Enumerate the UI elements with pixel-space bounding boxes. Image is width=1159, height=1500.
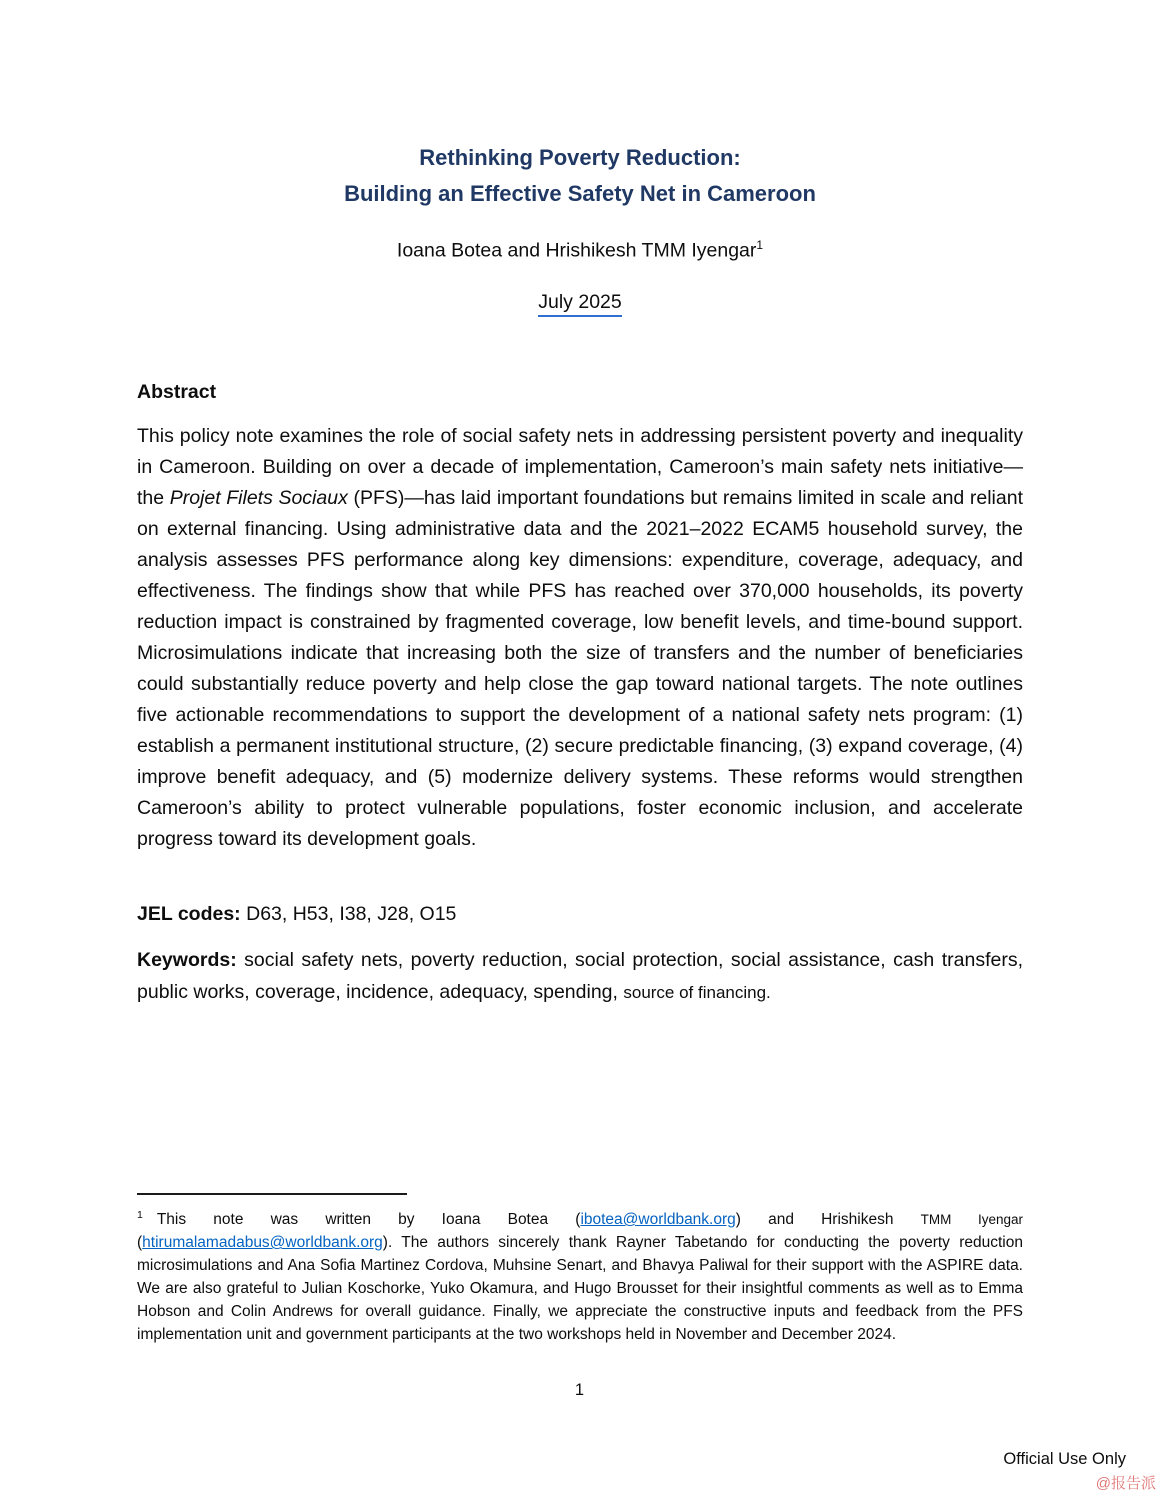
authors-footnote-ref: 1 [756,238,764,252]
paper-title-line2: Building an Effective Safety Net in Cameroon [344,181,816,206]
footnote-text-3: ( [137,1234,143,1252]
footnote-text [137,1204,1023,1346]
paper-title [137,140,1023,212]
abstract-text-1: This policy note examines the role of social safety nets in addressing persistent poverty and inequality in Cameroon. Building on over a decade of implementation, Cameroon’s main safety nets initiative—the [137,424,1023,509]
footnote-small-names: TMM Iyengar [920,1212,1023,1228]
footnote-text-1: This note was written by Ioana Botea ( [156,1211,581,1229]
author-email-link-1[interactable]: ibotea@worldbank.org [580,1211,736,1229]
jel-codes-values: D63, H53, I38, J28, O15 [246,902,457,925]
page-content [137,0,1023,1009]
author-email-link-2[interactable]: htirumalamadabus@worldbank.org [142,1234,383,1252]
footnote-area [137,1193,1023,1346]
footnote-marker: 1 [137,1209,143,1221]
jel-codes-line [137,903,1023,926]
abstract-text-2: (PFS)—has laid important foundations but remains limited in scale and reliant on external financing. Using administrative data and the 2021–2022 ECAM5 household survey, the analysis assesses PFS performance along key dimensions: expenditure, coverage, adequacy, and effectiveness. The findings show that while PFS has reached over 370,000 households, its poverty reduction impact is constrained by fragmented coverage, low benefit levels, and time-bound support. Microsimulations indicate that increasing both the size of transfers and the number of beneficiaries could substantially reduce poverty and help close the gap toward national targets. The note outlines five actionable recommendations to support the development of a national safety nets program: (1) establish a permanent institutional structure, (2) secure predictable financing, (3) expand coverage, (4) improve benefit adequacy, and (5) modernize delivery systems. These reforms would strengthen Cameroon’s ability to protect vulnerable populations, foster economic inclusion, and accelerate progress toward its development goals. [137,486,1023,850]
authors-line [137,238,1023,263]
footnote-text-2: ) and Hrishikesh [735,1211,894,1229]
watermark-text: @报告派 [1095,1475,1156,1492]
abstract-heading: Abstract [137,380,217,403]
footnote-separator-rule [137,1193,407,1195]
publication-date: July 2025 [538,291,621,317]
authors-names: Ioana Botea and Hrishikesh TMM Iyengar [396,239,757,262]
keywords-values: social safety nets, poverty reduction, social protection, social assistance, cash transfers, public works, coverage, incidence, adequacy, spending, [137,948,1023,1003]
classification-label: Official Use Only [1003,1450,1126,1468]
footnote-text-4: ). The authors sincerely thank Rayner Tabetando for conducting the poverty reduction microsimulations and Ana Sofia Martinez Cordova, Muhsine Senart, and Bhavya Paliwal for their support with the ASPIRE data. We are also grateful to Julian Koschorke, Yuko Okamura, and Hugo Brousset for their insightful comments as well as to Emma Hobson and Colin Andrews for overall guidance. Finally, we appreciate the constructive inputs and feedback from the PFS implementation unit and government participants at the two workshops held in November and December 2024. [137,1234,1023,1344]
keywords-values-small: source of financing. [623,982,771,1002]
page-number: 1 [574,1381,585,1399]
paper-title-line1: Rethinking Poverty Reduction: [419,145,741,170]
keywords-label: Keywords: [137,948,237,971]
date-line [137,291,1023,317]
abstract-paragraph [137,421,1023,855]
abstract-italic-phrase: Projet Filets Sociaux [169,486,348,509]
keywords-line [137,944,1023,1009]
jel-codes-label: JEL codes: [137,902,241,925]
